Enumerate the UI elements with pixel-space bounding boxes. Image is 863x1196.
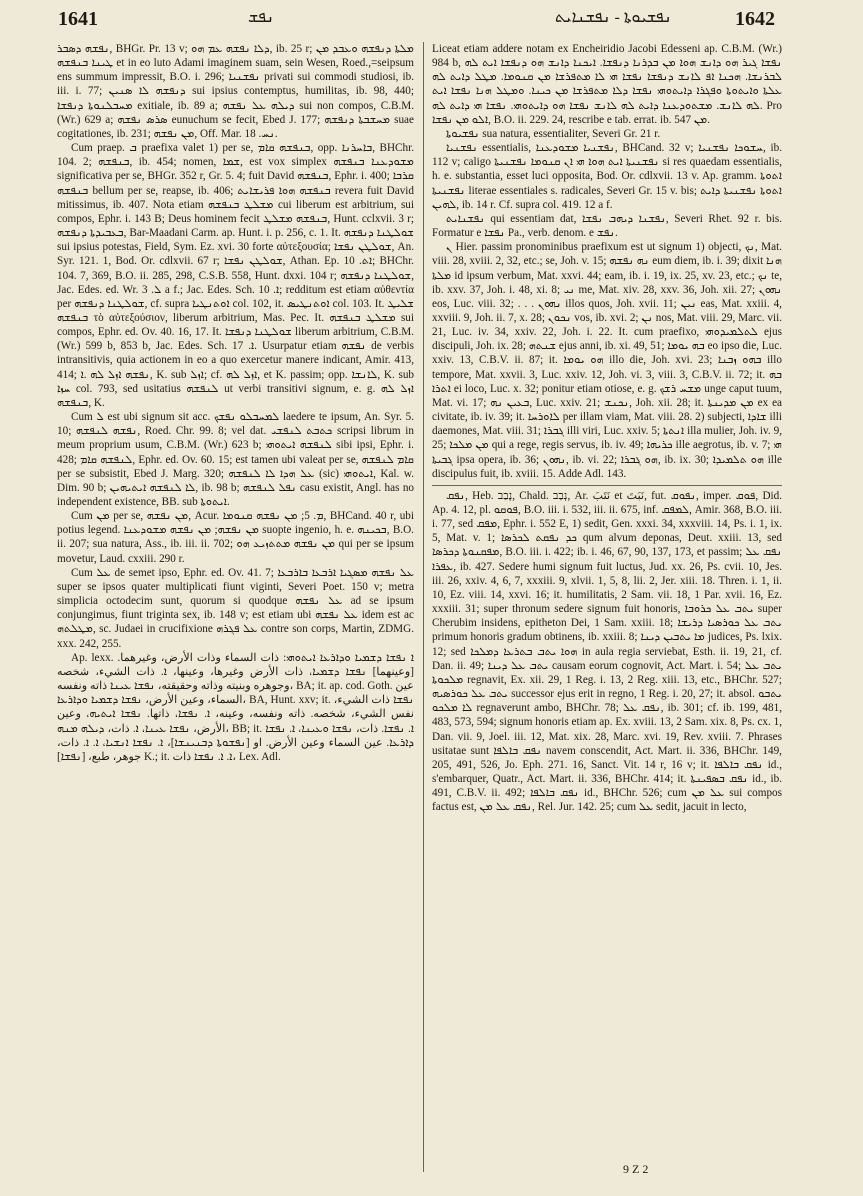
entry-paragraph: ܢܦܫܗ ܕܣܒܪ, BHGr. Pr. 13 v; ܕܠܐ ܢܦܫܗ ܥܡ ܗܘ, ib. 25 r; ܡܠܬܐ ܕܢܦܫܗ ܘܥܒܕ ܡܢ ܛܝܢܐ ܒܢܦܫܗ et in eo luto Adami imaginem suam, sein Wesen, Roed.,=seipsum ens summum impressit, B.O. i. 296; ܢܦܫܢܝܐ privati sui commodi studiosi, ib. iii. i. 77; ܕܢܦܫܗ ܠܐ ܣܢܝܢ sui ipsius contemptus, humilitas, ib. 98, 440; ܡܚܒܠܢܘܬܐ ܕܢܦܫܐ exitiale, ib. 89 a; ܕܝܠܗ ܥܠ ܢܦܫܗ sui non compos, C.B.M. (Wr.) 629 a; ܣܪܣ ܢܦܫܗ eunuchum se fecit, Ebed J. 177; ܡܚܫܒܬܐ ܕܢܦܫܗ suae cogitationes, ib. 231; ܡܢ ܢܦܫܗ, Off. Mar. ܢܚ. 18. (57, 43, 414, 140)
entry-paragraph: ܢܦܫܢܐܝܬ qui essentiam dat, ܢܦܫܢܐ ܕܝܗܒ ܢܦܫܐ, Severi Rhet. 92 r. bis. Formatur e ܢܦܫܐ Pa., verb. denom. e ܢܦܫ. (432, 212, 782, 240)
entry-paragraph: Cum ܠ est ubi signum sit acc. ܠܡܚܒܠܘ ܢܦܫܟ laedere te ipsum, An. Syr. 5. 10; ܢܦܫܗ ܠܢܦܫܗ, Roed. Chr. 99. 8; vel dat. ܟܬܒܬ ܠܢܦܫܝ scripsi librum in meum proprium usum, C.B.M. (Wr.) 623 b; ܠܢܦܫܗ ܐܝܬܘܗܝ sibi ipsi, Ephr. i. 428; ܠܢܦܫܗ ܩܐܡ, Ephr. ed. Ov. 60. 15; est tamen ubi valeat per se, ܩܐܡ ܠܢܦܫܗ per se subsistit, Ebed J. Marg. 320; ܥܠ ܗܕܐ ܠܐ ܠܢܦܫܗ (sic) ܐܝܬܘܗܝ, Kal. w. Dim. 90 b; ܠܐ ܠܢܦܫܗ ܐܝܬܝܗܝܢ, ib. 98 b; ܢܦܠ ܠܢܦܫܗ casu existit, Angl. has no independent existence, BB. sub ܐܝܬܘܬܐ. (57, 411, 414, 508)
entry-separator-rule (432, 485, 782, 486)
lexicon-citation-paragraph: Ap. lexx. .ܐ ܢܦܫܐ ܕܫܡܝܐ ܘܕܐܪܥܐ ܐܝܬܘܗܝ: ذات السماء وذات الأرض، وغيرهما [وعينهما] ܢܦܫܐ ܕܫܡܝܐ، ذات الأرض وغيرها، وعينها، ܐ. ذات الشيء، شخصه وجوهره وبنيته وذاته وحقيقته، ܢܦܫܐ ܥܝܢܐ ذاته ونفسه، BA; it. ap. cod. Goth. عين السماء، وعين الأرض، ܢܦܫܐ ܕܫܡܝܐ ܘܕܐܪܥܐ، BA, Hunt. xxv; it. ܢܦܫܐ ذات الشيء، نفس الشيء، شخصه. ذاته ونفسه، وعينه، ܐ. ܢܦܫܐ، ذاتها. ܢܦܫܐ ܐܝܬܝܗ، وعين الأرض، ܢܦܫܐ ܥܝܢܐ، ܐ. ذات، ܕܝܠܗ ܡܢܗ، BB; it. ܐ. ܢܦܫܐ. ذات، ܢܦܫܐ ܘܥܝܢܐ، ܐ. ܢܦܫܐ ܕܐܪܥܐ. عين السماء وعين الأرض. او [ܢܦܫܘܬܐ ܕܒܢܝܢܫܐ]، ܐ. ܢܦܫܐ ܐܢܫܝܐ، ܐ. ܐ. ذات، جوهر، طبع، [ܢܦܫܐ] K.; it. ܐ. ܐ. ܢܦܫܐ ذات، Lex. Adl. (57, 651, 414, 763)
entry-paragraph: ܢܦܩ, Heb. ‏נָבַב‏, Chald. ‏נְבַב‏, Ar. نَتَبَ et نَبَتَ, fut. ܢܦܘܩ, imper. ܦܘܩ, Did. Ap. 4. 12, pl. ܦܘܩܘ, B.O. iii. i. 532, iii. ii. 675, inf. ܠܡܦܩ, Amir. 368, B.O. iii. i. 77, sed ܡܦܩ, Ephr. i. 552 E, 1) sedit, Gen. xxxi. 34, xxxviii. 14, Ps. i. 1, ix. 5, Mat. v. 1; ܟܕ ܢܦܩܬ ܠܟܪܣܐ qum alvum deponas, Deut. xxiii. 13, sed ܡܦܩܢܘܬܐ ܕܟܪܣܐ, B.O. iii. i. 422; ib. i. 46, 67, 90, 137, 173, et passim; ܢܦܩ ܥܠ ܥܦܪܐ, ib. 427. Sedere humi signum fuit luctus, Jud. xx. 26, Ps. cvii. 10, Jes. iii. 26, xxiv. 4, 6, 7, xxxiii. 9, xlvii. 1, 5, 8, lii. 2, Jer. xiii. 18. Thren. i. 1, ii. 10, Ez. viii. 14, xxvi. 16; it. humilitatis, 2 Sam. vii. 18, 1 Par. xvii. 16, Ez. xxxiii. 31; super thronum sedere signum fuit honoris, ܝܬܒ ܥܠ ܟܪܘܒܐ super Cherubim insidens, epitheton Dei, 1 Sam. xxiii. 18; ܝܬܒ ܥܠ ܟܘܪܣܝܐ ܕܪܝܫܐ primum honoris gradum obtinens, ib. xxiii. 8; ܡܐ ܝܬܒܝܢ ܕܝܢܐ judices, Ps. lxix. 12; sed ܗܘܐ ܝܬܒ ܒܬܪܥܐ ܕܡܠܟܐ in aula regia serviebat, Esth. ii. 19, 21, cf. Dan. ii. 49; ܝܬܒ ܥܠ ܕܝܢܐ causam eorum cognovit, Act. Mart. i. 54; ܝܬܒ ܥܠ ܡܠܟܘܬܐ regnavit, Ex. xii. 29, 1 Reg. i. 13, 2 Reg. xiii. 13, etc., BHChr. 527; ܝܬܒ ܥܠ ܟܘܪܣܝܗ successor ejus erit in regno, 1 Reg. i. 20, 27; it. absol. ܝܬܒܘ ܠܐ ܡܠܟܘ regnaverunt ambo, BHChr. 78; ܢܦܩ ܥܠ, ib. 301; cf. ib. 199, 481, 483, 573, 594; signum honoris etiam ap. Ex. xviii. 13, 2 Sam. xix. 8, Ps. cx. 1, Dan. vii. 9, Joel. iii. 12, Mat. xix. 28, Marc. xvi. 19, Rev. xviii. 7. Phrases usitatae sunt ܢܦܩ ܒܐܠܦܐ navem conscendit, Act. Mart. ii. 336, BHChr. 149, 205, 491, 526, Jo. Eph. 271. 16, Sanct. Vit. 14 r, 16 v; it. ܢܦܩ ܒܐܠܦܐ id., s'embarquer, Quatr., Act. Mart. ii. 336, BHChr. 414; it. ܢܦܩ ܒܣܦܝܢܬܐ id., ib. 491, C.B.V. ii. 492; ܢܦܩ ܒܐܠܦܐ id., BHChr. 526; cum ܥܠ ܡܢ sui compos factus est, ܢܦܩ ܥܠ ܡܢ, Rel. Jur. 142. 25; cum ܥܠ sedit, jacuit in lecto, (432, 489, 782, 814)
running-head-left: ܢܦܫ (248, 9, 275, 26)
right-column (432, 42, 782, 1162)
entry-paragraph: ܢ Hier. passim pronominibus praefixum est ut signum 1) objecti, ܢܟ, Mat. viii. 28, xviii. 2, 32, etc.; se, Joh. v. 15; ܢܗ ܢܦܫܗ eum diem, ib. i. 39; dixit ܗܢܐ ܡܠܬܐ id ipsum verbum, Mat. xxvi. 44; eam, ib. i. 19, ix. 25, xv. 23, etc.; ܢܟ te, ib. xxv. 37, Joh. i. 48, xi. 8; ܢܝ me, Mat. xiv. 28, xxv. 36, Joh. xii. 27; ܢܗܘܢ eos, Luc. viii. 32; . . . ܢܗܘܢ illos quos, Joh. xvii. 11; ܢܝܢ eas, Mat. xxiii. 4, xxviii. 9, Joh. ii. 7, x. 28; ܢܟܘܢ vos, ib. xvi. 2; ܢܢ nos, Mat. viii. 29, Marc. vii. 21, Luc. iv. 34, xxiv. 22, Joh. i. 22. It. cum praefixo, ܠܬܠܡܝܕܘܗܝ ejus discipuli, Joh. ix. 28; ܫܢܬܗ ejus anni, ib. xi. 49, 51; ܒܗ ܝܘܡܐ eo ipso die, Luc. xxiv. 13, C.B.V. ii. 87; it. ܗܘ ܝܘܡܐ illo die, Joh. xvi. 23; ܒܗܘ ܙܒܢܐ illo tempore, Mat. xxvii. 3, Luc. xxiv. 12, Joh. vi. 3, viii. 3, C.B.V. ii. 72; it. ܒܗ ܐܬܪܐ ei loco, Luc. x. 32; ponitur etiam otiose, e. g. ܡܫܚ ܪܫܟ unge caput tuum, Mat. vi. 17; ܒܥܝܢ ܢܗ, Luc. xxiv. 21; ܢܟܢܫ, Joh. xii. 28; it. ܡܢ ܡܕܝܢܬܐ ex ea civitate, ib. iv. 39; it. ܠܐܘܪܚܐ per illam viam, Mat. viii. 28. 2) subjecti, ܫܐܕܐ illi daemones, Mat. viii. 31; ܓܒܪܐ illi viri, Luc. xxiv. 5; ܐܢܬܬܐ illa mulier, Joh. iv. 9, 25; ܡܢ ܡܠܟܐ qui a rege, regis servus, ib. iv. 49; ܟܪܝܗܐ ille aegrotus, ib. v. 7; ܗܝ ܓܒܝܬܐ ipsa opera, ib. 36; ܢܗܘܢ, ib. vi. 22; ܗܘ ܓܒܪܐ, ib. ix. 30; ܗܘ ܬܠܡܝܕܐ ille discipulus fuit, ib. xviii. 15. Adde Adl. 143. (432, 241, 782, 480)
page-number-right: 1642 (735, 8, 775, 30)
page-header (0, 0, 863, 40)
signature-mark: 9 Z 2 (623, 1162, 649, 1176)
entry-paragraph: Cum praep. ܒ praefixa valet 1) per se, ܒܢܦܫܗ ܩܐܡ, opp. ܒܐܚܪܢܐ, BHChr. 104. 2; ܒܢܦܫܗ, ib. 454; nomen, ܫܡܐ, est vox simplex ܡܫܘܕܥܢܐ ܒܢܦܫܗ significativa per se, BHGr. 352 r, Gr. 5. 4; fuit David ܒܢܦܫܗ, Ephr. i. 400; ܩܪܒܐ ܒܢܦܫܗ bellum per se, reapse, ib. 406; ܒܢܦܫܗ ܗܘܐ ܦܪܝܫܐܝܬ revera fuit David mitissimus, ib. 407. Nota etiam ܡܫܠܛ ܒܢܦܫܗ cui liberum est arbitrium, sui compos, Ephr. i. 143 B; Deus hominem fecit ܒܢܦܫܗ ܡܫܠܛ, Hunt. cclxvii. 3 r; ܒܥܒܝܕܬܐ ܕܢܦܫܗ, Bar-Maadani Carm. ap. Hunt. i. p. 256, c. 1. It. ܫܘܠܛܢܐ ܕܢܦܫܗ sui ipsius potestas, Field, Sym. Ez. xvi. 30 forte αὐτεξουσία; ܫܘܠܛܢ ܢܦܫܐ, An. Syr. 121. 1, Bod. Or. cdlxvii. 67 r; ܫܘܠܛܢ ܢܦܫܐ, Athan. Ep. ܐܬ. 10; BHChr. 104. 7, 369, B.O. ii. 285, 298, C.S.B. 558, Hunt. dxxi. 104 r; ܫܘܠܛܢܐ ܕܢܦܫܗ, Jac. Edes. ed. Wr. ܠ. 3 a f.; Jac. Edes. Sch. ܐ. 10; redditum est etiam αὐθεντία per ܫܘܠܛܢܐ ܕܢܦܫܗ, cf. supra ܐܘܬܢܛܝܐ col. 102, it. ܐܘܬܢܛܝܣ col. 103. It. ܫܠܝܛ ܒܢܦܫܗ τὸ αὐτεξούσιον, liberum arbitrium, Mas. Pec. It. ܡܫܠܛ ܒܢܦܫܗ sui compos, Ephr. ed. Ov. 40. 16, 17. It. ܫܘܠܛܢܐ ܕܢܦܫܐ liberum arbitrium, C.B.M. (Wr.) 599 b, 853 b, Jac. Edes. Sch. ܐ. 17. Usurpatur etiam ܢܦܫܗ de verbis intransitivis, quia actionem in eo a quo exercetur manere indicant, Amir. 413, 414; ܢܦܫܗ ܐܙܠ ܠܗ .ܐ, K. sub ܐܙܠ; cf. ܐܙܠ ܠܗ, et K. passim; opp. ܠܐܢܫܐ, K. sub ܚܙܐ col. 793, sed usitatius ܠܢܦܫܗ ut verbi transitivi signum, e. g. ܐܙܠ ܠܗ ܒܢܦܫܗ, K. (57, 142, 414, 409)
entry-paragraph: Cum ܡܢ per se, ܡܢ ܢܦܫܗ, Acur. ܡ. 5; ܡܢ ܢܦܫܗ ܩܢܘܡܐ, BHCand. 40 r, ubi potius legend. ܡܢ ܢܦܫܗ; ܡܢ ܢܦܫܗ ܡܫܘܕܥܢܐ suopte ingenio, h. e. ܒܟܝܢܗ, B.O. ii. 207; sua natura, Ass., ib. iii. ii. 702; ܡܢ ܢܦܫܗ ܡܬܬܙܝܥ ܗܘ qui per se ipsum movetur, Laud. cxxiii. 290 r. (57, 510, 414, 565)
entry-paragraph: Liceat etiam addere notam ex Encheiridio Jacobi Edesseni ap. C.B.M. (Wr.) 984 b, ܢܦܫܐ ܓܝܪ ܗܘ ܕܐܢܫ ܗܘܐ ܡܢ ܒܕܪܢܐ ܕܢܦܫܐ. ܐܝܟܢܐ ܕܐܢܫ ܗܘ ܕܢܦܫܐ ܐܝܬ ܠܗ ܠܒܪܢܫܐ. ܗܟܢܐ ܐܦ ܠܐܢܫ ܕܢܦܫܐ ܢܦܫܐ ܗܝ ܠܐ ܡܬܦܪܫܐ ܡܢ ܩܢܘܡܐ. ܡܛܠ ܕܐܝܬ ܠܗ ܥܠܬܐ ܘܐܝܬܘܬܐ ܘܦܓܪܐ ܕܐܝܬܘܗܝ ܢܦܫܐ ܕܠܐ ܡܬܦܪܫܐ ܡܢ ܟܝܢܐ. ܘܡܛܠ ܗܢܐ ܢܦܫܐ ܐܝܬ ܠܗ ܠܐܢܫ. ܡܫܬܘܕܥܢܐ ܕܐܝܬ ܠܗ ܠܐܢܫ ܢܦܫܐ ܗܘ ܕܐܝܬܘܗܝ. ܢܦܫܐ ܗܝ ܕܐܝܬ ܠܗ. Pro ܐܠܘ ܡܢ ܢܦܫܐ, B.O. ii. 229. 24, rescribe e tab. errat. ib. 547 ܡܢ. (432, 43, 782, 126)
running-head-right: ܢܦܫܝܘܬܐ - ܢܦܫܢܐܝܬ (555, 9, 672, 26)
column-divider (423, 42, 424, 1172)
entry-paragraph: ܢܦܫܢܝܐ essentialis, ܢܦܫܢܝܐ ܡܫܘܕܥܢܐ, BHCand. 32 v; ܚܫܘܟܐ ܢܦܫܢܝܐ, ib. 112 v; caligo ܢܦܫܢܝܬܐ ܐܝܬ ܗܘܐ ܗܝ ܐܢ ܩܢܘܡܐ ܢܦܫܢܝܬܐ si res quaedam essentialis, h. e. substantia, esset luci opposita, Bod. Or. cdlxvii. 13 v. Ap. gramm. ܐܬܘܬܐ ܢܦܫܢܝܬܐ literae essentiales s. radicales, Severi Gr. 15 v. bis; ܐܬܘܬܐ ܢܦܫܢܝܬܐ ܕܐܝܬ ܠܗܝܢ, ib. 14 r. Cf. supra col. 419. 12 a f. (432, 142, 782, 211)
page-number-left: 1641 (58, 8, 98, 30)
left-column (57, 42, 414, 1162)
entry-paragraph: ܢܦܫܝܘܬܐ sua natura, essentialiter, Severi Gr. 21 r. (446, 127, 661, 140)
entry-paragraph: Cum ܥܠ de semet ipso, Ephr. ed. Ov. 41. 7; ܥܠ ܢܦܫܗ ܡܣܓܝܐ ܐܪܒܥܐ ܒܐܪܒܥܐ super se ipsos quater multiplicati fiunt viginti, Severi Poet. 150 v; metra simplicia octodecim sunt, quorum si quodque ܥܠ ܢܦܫܗ ad se ipsum conjungimus, fiunt triginta sex, ib. 148 v; est etiam ubi ܥܠ ܢܦܫܗ idem est ac ܡܛܠܬܗ, sc. Judaei in crucifixione ܥܠ ܦܓܪܗ contre son corps, Martin, ZDMG. xxx. 242, 255. (57, 566, 414, 650)
